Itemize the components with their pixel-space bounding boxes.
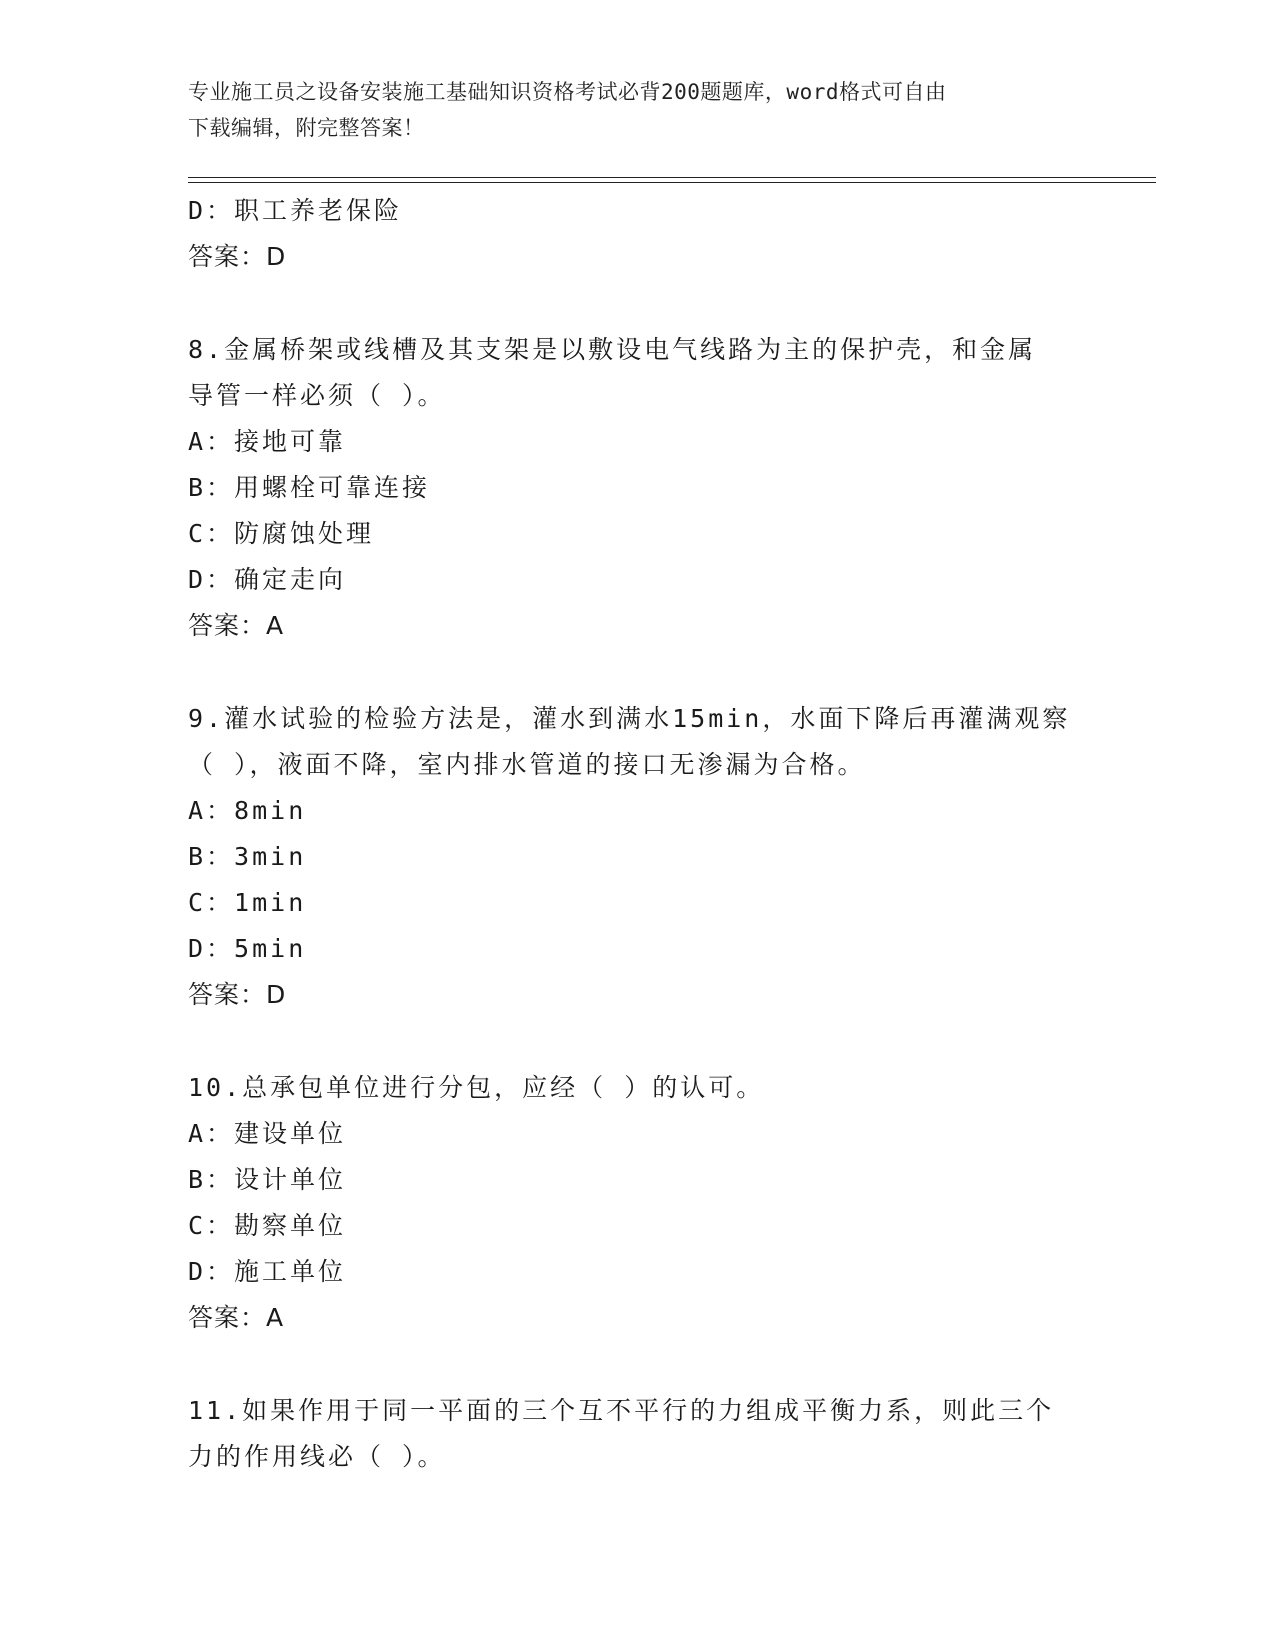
question-stem: 导管一样必须（ ）。 xyxy=(188,381,446,410)
document-header xyxy=(188,74,1088,146)
spacer xyxy=(188,649,1088,696)
option-a: A：建设单位 xyxy=(188,1119,347,1148)
answer-line: 答案：D xyxy=(188,980,287,1009)
option-b: B：3min xyxy=(188,842,307,871)
option-b: B：设计单位 xyxy=(188,1165,347,1194)
question-9 xyxy=(188,696,1088,1018)
option-c: C：1min xyxy=(188,888,307,917)
option-d: D：施工单位 xyxy=(188,1257,347,1286)
option-c: C：防腐蚀处理 xyxy=(188,519,375,548)
option-a: A：8min xyxy=(188,796,307,825)
answer-line: 答案：A xyxy=(188,1303,285,1332)
question-stem: （ ），液面不降，室内排水管道的接口无渗漏为合格。 xyxy=(188,750,866,779)
option-d: D：5min xyxy=(188,934,307,963)
option-c: C：勘察单位 xyxy=(188,1211,347,1240)
spacer xyxy=(188,1341,1088,1388)
question-stem: 11.如果作用于同一平面的三个互不平行的力组成平衡力系，则此三个 xyxy=(188,1396,1055,1425)
answer-line: 答案：D xyxy=(188,242,287,271)
question-8 xyxy=(188,327,1088,649)
option-a: A：接地可靠 xyxy=(188,427,347,456)
header-divider-top xyxy=(188,177,1156,178)
header-divider-bottom xyxy=(188,182,1156,183)
question-11 xyxy=(188,1388,1088,1480)
option-d: D：确定走向 xyxy=(188,565,347,594)
answer-line: 答案：A xyxy=(188,611,285,640)
question-list xyxy=(188,188,1088,1480)
spacer xyxy=(188,1018,1088,1065)
question-stem: 8.金属桥架或线槽及其支架是以敷设电气线路为主的保护壳，和金属 xyxy=(188,335,1037,364)
question-stem: 力的作用线必（ ）。 xyxy=(188,1442,446,1471)
question-stem: 9.灌水试验的检验方法是，灌水到满水15min，水面下降后再灌满观察 xyxy=(188,704,1071,733)
option-d: D：职工养老保险 xyxy=(188,196,403,225)
spacer xyxy=(188,280,1088,327)
header-title-line-2: 下载编辑，附完整答案！ xyxy=(188,116,425,140)
question-10 xyxy=(188,1065,1088,1341)
header-title-line-1: 专业施工员之设备安装施工基础知识资格考试必背200题题库，word格式可自由 xyxy=(188,80,947,104)
option-b: B：用螺栓可靠连接 xyxy=(188,473,431,502)
question-stem: 10.总承包单位进行分包，应经（ ）的认可。 xyxy=(188,1073,765,1102)
